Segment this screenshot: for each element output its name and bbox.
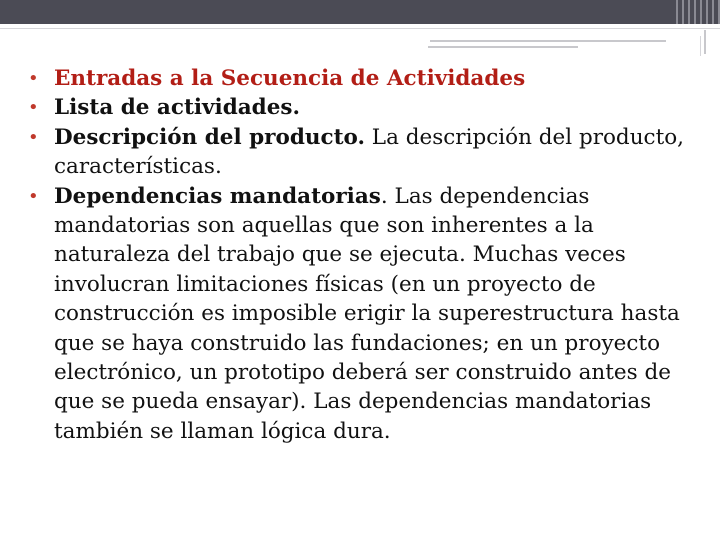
bullet-list: [28, 64, 704, 446]
header-stripes: [672, 0, 720, 24]
decorative-line: [428, 46, 578, 48]
bullet-heading: Dependencias mandatorias: [54, 183, 381, 209]
bullet-item: [28, 93, 704, 122]
bullet-marker: •: [28, 126, 39, 148]
decorative-line: [700, 36, 701, 56]
bullet-marker: •: [28, 97, 39, 119]
decorative-line: [430, 40, 666, 42]
slide-body: [28, 64, 704, 446]
bullet-item: [28, 64, 704, 93]
bullet-marker: •: [28, 68, 39, 89]
divider-line: [0, 28, 720, 29]
bullet-heading: Entradas a la Secuencia de Actividades: [54, 66, 526, 91]
bullet-item: [28, 123, 704, 182]
bullet-text: . Las dependencias mandatorias son aquellas que son inherentes a la naturaleza del trabajo que se ejecuta. Muchas veces involucran limitaciones físicas (en un proyecto de construcción es imposible erigir la superestructura hasta que se haya construido las fundaciones; en un proyecto electrónico, un prototipo deberá ser construido antes de que se pueda ensayar). Las dependencias mandatorias también se llaman lógica dura.: [54, 183, 680, 444]
bullet-heading: Descripción del producto.: [54, 124, 365, 150]
bullet-heading: Lista de actividades.: [54, 95, 300, 121]
bullet-marker: •: [28, 185, 39, 207]
bullet-item: [28, 182, 704, 447]
bullet-text: La descripción del producto, características.: [54, 124, 685, 180]
header-band: [0, 0, 720, 24]
decorative-line: [704, 30, 706, 54]
